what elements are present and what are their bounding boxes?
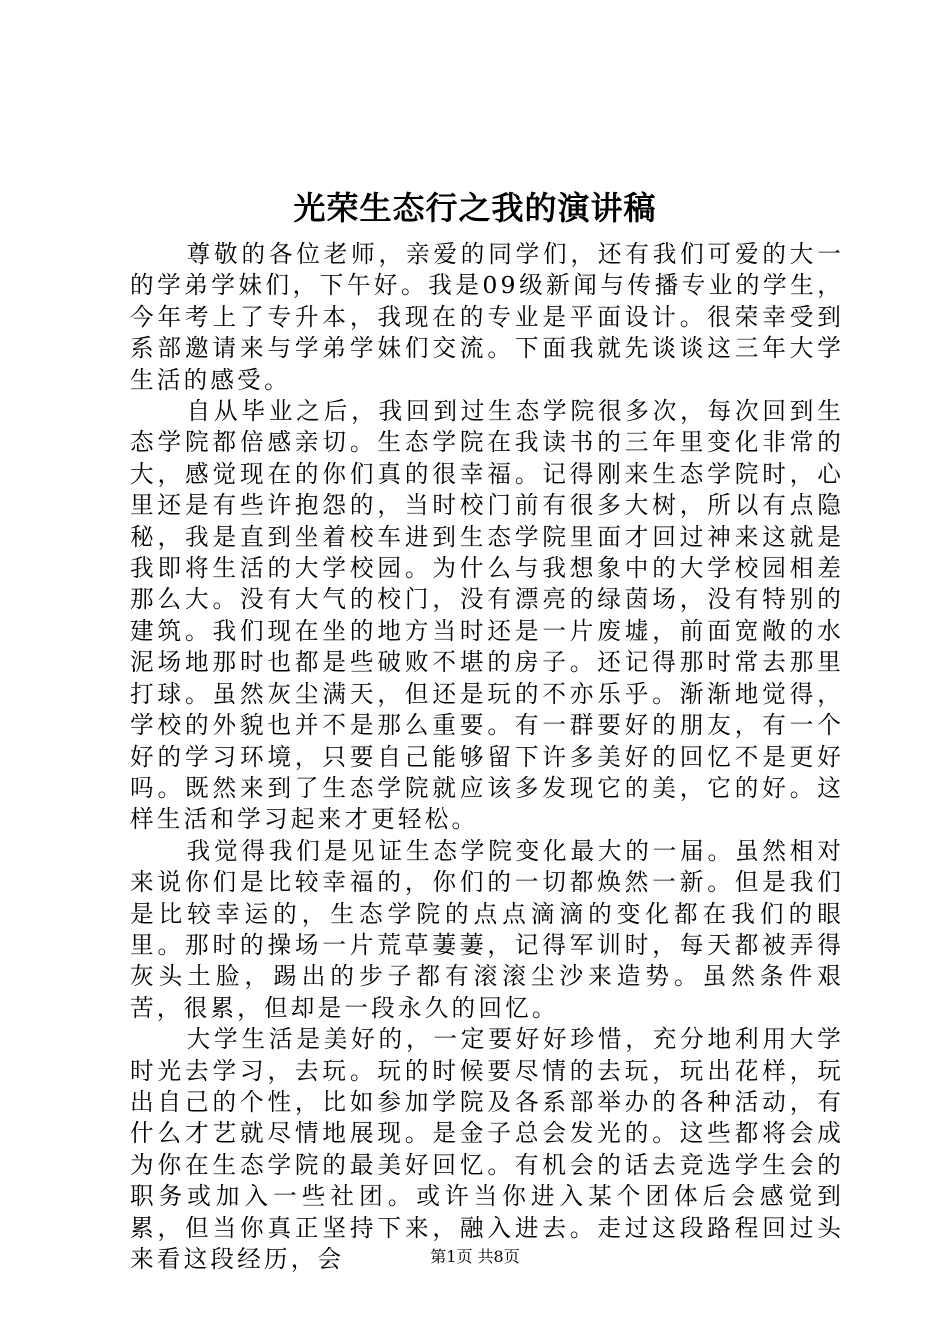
document-body bbox=[130, 239, 844, 1275]
paragraph-4: 大学生活是美好的，一定要好好珍惜，充分地利用大学时光去学习，去玩。玩的时候要尽情的去玩，玩出花样，玩出自己的个性，比如参加学院及各系部举办的各种活动，有什么才艺就尽情地展现。是金子总会发光的。这些都将会成为你在生态学院的最美好回忆。有机会的话去竞选学生会的职务或加入一些社团。或许当你进入某个团体后会感觉到累，但当你真正坚持下来，融入进去。走过这段路程回过头来看这段经历，会 bbox=[130, 1025, 844, 1273]
paragraph-1: 尊敬的各位老师，亲爱的同学们，还有我们可爱的大一的学弟学妹们，下午好。我是09级新闻与传播专业的学生，今年考上了专升本，我现在的专业是平面设计。很荣幸受到系部邀请来与学弟学妹们交流。下面我就先谈谈这三年大学生活的感受。 bbox=[130, 240, 844, 394]
paragraph-2: 自从毕业之后，我回到过生态学院很多次，每次回到生态学院都倍感亲切。生态学院在我读书的三年里变化非常的大，感觉现在的你们真的很幸福。记得刚来生态学院时，心里还是有些许抱怨的，当时校门前有很多大树，所以有点隐秘，我是直到坐着校车进到生态学院里面才回过神来这就是我即将生活的大学校园。为什么与我想象中的大学校园相差那么大。没有大气的校门，没有漂亮的绿茵场，没有特别的建筑。我们现在坐的地方当时还是一片废墟，前面宽敞的水泥场地那时也都是些破败不堪的房子。还记得那时常去那里打球。虽然灰尘满天，但还是玩的不亦乐乎。渐渐地觉得，学校的外貌也并不是那么重要。有一群要好的朋友，有一个好的学习环境，只要自己能够留下许多美好的回忆不是更好吗。既然来到了生态学院就应该多发现它的美，它的好。这样生活和学习起来才更轻松。 bbox=[130, 397, 844, 834]
document-title: 光荣生态行之我的演讲稿 bbox=[293, 189, 657, 227]
paragraph-3: 我觉得我们是见证生态学院变化最大的一届。虽然相对来说你们是比较幸福的，你们的一切都焕然一新。但是我们是比较幸运的，生态学院的点点滴滴的变化都在我们的眼里。那时的操场一片荒草萋萋，记得军训时，每天都被弄得灰头土脸，踢出的步子都有滚滚尘沙来造势。虽然条件艰苦，很累，但却是一段永久的回忆。 bbox=[130, 836, 844, 1022]
page-footer: 第1页 共8页 bbox=[430, 1247, 520, 1266]
